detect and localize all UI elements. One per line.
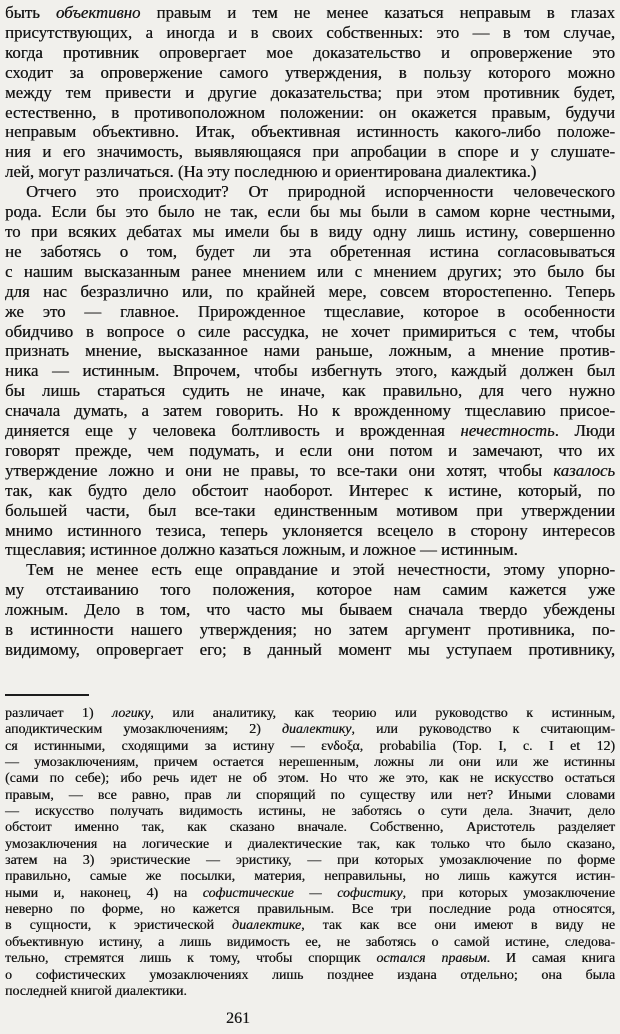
text-line: [5, 3, 615, 23]
text-line: [5, 755, 615, 771]
text-run: рода. Если бы это было не так, если бы мы были в самом корне честными,: [5, 202, 615, 222]
text-line: [5, 142, 615, 162]
text-run: присутствующих, а иногда и в своих собственных: это — в том случае,: [5, 22, 615, 42]
text-run: Отчего это происходит? От природной испорченности человеческого: [26, 182, 615, 202]
text-line: [5, 83, 615, 103]
text-run: , или аналитику, как теорию или руководство к истинным,: [150, 706, 615, 721]
main-text: [5, 3, 615, 660]
text-run: — умозаключениям, причем остается нерешенным, ложны ли они или же истинны: [5, 755, 615, 771]
text-line: [5, 722, 615, 738]
text-run: ложным. Дело в том, что часто мы бываем сначала твердо убеждены: [5, 600, 615, 620]
italic-text-run: диалектике: [232, 918, 302, 934]
text-line: [5, 540, 615, 560]
text-run: затем на 3) эристические — эристику, — при которых умозаключение по форме: [5, 853, 615, 869]
text-line: [5, 984, 615, 1000]
text-line: [5, 381, 615, 401]
italic-text-run: казалось: [553, 460, 615, 480]
text-line: [5, 481, 615, 501]
text-run: , при которых умозаключение: [402, 885, 615, 901]
text-run: неправым объективно. Итак, объективная истинность какого-либо положе-: [5, 122, 615, 142]
text-run: различает 1): [5, 706, 112, 721]
footnote-text: [5, 706, 615, 1000]
text-line: [5, 361, 615, 381]
text-line: [5, 935, 615, 951]
text-run: не заботясь о том, будет ли эта обретенная истина согласовываться: [5, 241, 615, 261]
text-line: [5, 103, 615, 123]
text-line: [5, 620, 615, 640]
italic-text-run: остался правым: [376, 951, 487, 967]
text-run: правильно, самые же посылки, материя, неправильны, но лишь кажутся истин-: [5, 869, 615, 885]
text-line: [5, 580, 615, 600]
text-run: же это — главное. Прирожденное тщеславие, которое в особенности: [5, 301, 615, 321]
text-line: [5, 401, 615, 421]
text-run: (сами по себе); ибо речь идет не об этом. Но что же это, как не искусство остаться: [5, 771, 615, 787]
text-run: диняется еще у человека болтливость и врожденная: [5, 421, 461, 441]
italic-text-run: софистические — софистику: [202, 885, 403, 901]
text-line: [5, 302, 615, 322]
text-run: обстоит именно так, как сказано вначале. Собственно, Аристотель разделяет: [5, 820, 615, 836]
footnote-separator: [5, 694, 89, 696]
text-line: [5, 441, 615, 461]
text-run: последней книгой диалектики.: [5, 983, 187, 999]
page-number: 261: [226, 1010, 250, 1027]
text-line: [5, 341, 615, 361]
text-run: то при всяких дебатах мы имели бы в виду одну лишь истину, совершенно: [5, 221, 615, 241]
text-run: сначала думать, а затем говорить. Но к врожденному тщеславию присое-: [5, 401, 615, 421]
text-run: . Люди: [554, 421, 615, 441]
text-run: Тем не менее есть еще оправдание и этой нечестности, этому упорно-: [26, 560, 615, 580]
text-line: [5, 951, 615, 967]
text-run: быть: [5, 3, 56, 22]
text-line: [5, 202, 615, 222]
text-line: [5, 182, 615, 202]
text-run: о софистических умозаключениях лишь позднее издана отдельно; она была: [5, 967, 615, 983]
italic-text-run: диалектику: [281, 722, 352, 738]
text-run: ными и, наконец, 4) на: [5, 885, 203, 901]
text-run: мнимо истинного тезиса, теперь уклоняется всецело в сторону интересов: [5, 520, 615, 540]
text-run: , так как все они имеют в виду не: [301, 918, 615, 934]
text-run: естественно, в противоположном положении: он окажется правым, будучи: [5, 102, 615, 122]
text-run: ния и его значимость, выявляющаяся при апробации в споре и у слушате-: [5, 142, 615, 162]
text-line: [5, 771, 615, 787]
text-line: [5, 968, 615, 984]
text-line: [5, 902, 615, 918]
italic-text-run: нечестность: [460, 421, 555, 441]
text-run: ника — истинным. Впрочем, чтобы избегнуть этого, каждый должен был: [5, 361, 615, 381]
text-run: ся истинными, сходящими за истину — ενδοξα, probabilia (Top. I, c. I et 12): [5, 738, 615, 754]
text-run: утверждение ложно и они не правы, то все-таки они хотят, чтобы: [5, 460, 554, 480]
text-run: с нашим высказанным ранее мнением или с мнением других; это было бы: [5, 261, 615, 281]
text-line: [5, 122, 615, 142]
text-run: аподиктическим умозаключениям; 2): [5, 722, 282, 738]
text-line: [5, 242, 615, 262]
text-line: [5, 461, 615, 481]
text-line: [5, 918, 615, 934]
text-run: , или руководство к считающим-: [351, 722, 615, 738]
text-line: [5, 23, 615, 43]
text-run: говорят прежде, чем подумать, и если они потом и замечают, что их: [5, 440, 615, 460]
text-line: [5, 322, 615, 342]
text-line: [5, 706, 615, 722]
text-run: в истинности нашего утверждения; но затем аргумент противника, по-: [5, 620, 615, 640]
text-run: обидчиво в вопросе о силе рассудка, не хочет примириться с тем, чтобы: [5, 321, 615, 341]
text-line: [5, 501, 615, 521]
text-run: лей, могут различаться. (На эту последнюю и ориентирована диалектика.): [5, 162, 537, 182]
text-line: [5, 63, 615, 83]
text-line: [5, 521, 615, 541]
text-line: [5, 788, 615, 804]
text-run: неверно по форме, но кажется правильным. Все три последние рода относятся,: [5, 902, 615, 918]
text-run: большей части, был все-таки единственным мотивом при утверждении: [5, 500, 615, 520]
text-line: [5, 282, 615, 302]
italic-text-run: объективно: [55, 3, 141, 22]
text-run: . И самая книга: [486, 951, 616, 967]
text-line: [5, 421, 615, 441]
text-run: для нас безразлично или, по крайней мере, совсем второстепенно. Теперь: [5, 281, 615, 301]
text-line: [5, 222, 615, 242]
text-line: [5, 820, 615, 836]
text-run: сходит за опровержение самого утверждения, в пользу которого можно: [5, 62, 615, 82]
text-line: [5, 804, 615, 820]
text-run: правым и тем не менее казаться неправым в глазах: [140, 3, 615, 22]
text-line: [5, 640, 615, 660]
text-line: [5, 837, 615, 853]
text-run: когда противник опровергает мое доказательство и опровержение это: [5, 42, 615, 62]
text-run: видимому, опровергает его; в данный момент мы уступаем противнику,: [5, 640, 615, 659]
text-line: [5, 600, 615, 620]
text-run: правым, — все равно, прав ли спорящий по существу или нет? Иными словами: [5, 787, 615, 803]
text-run: му отстаиванию того положения, которое нам самим кажется уже: [5, 580, 615, 600]
text-run: объективную истину, а лишь видимость ее, не заботясь о самой истине, следова-: [5, 934, 615, 950]
text-line: [5, 886, 615, 902]
italic-text-run: логику: [112, 706, 151, 721]
text-line: [5, 43, 615, 63]
text-run: так, как будто дело обстоит наоборот. Интерес к истине, который, по: [5, 480, 615, 500]
text-line: [5, 869, 615, 885]
text-line: [5, 853, 615, 869]
text-line: [5, 162, 615, 182]
text-run: тельно, стремятся лишь к тому, чтобы спорщик: [5, 951, 377, 967]
text-line: [5, 739, 615, 755]
text-line: [5, 262, 615, 282]
text-run: в сущности, к эристической: [5, 918, 232, 934]
text-run: признать мнение, высказанное нами раньше, ложным, а мнение против-: [5, 341, 615, 361]
text-run: тщеславия; истинное должно казаться ложным, и ложное — истинным.: [5, 540, 518, 560]
text-run: умозаключения на логические и диалектические так, как только что было сказано,: [5, 836, 615, 852]
text-run: — искусство получать видимость истины, не заботясь о сути дела. Значит, дело: [5, 804, 615, 820]
text-run: бы лишь стараться судить не иначе, как правильно, для чего нужно: [5, 381, 615, 401]
text-line: [5, 560, 615, 580]
text-run: между тем привести и другие доказательства; при этом противник будет,: [5, 82, 615, 102]
